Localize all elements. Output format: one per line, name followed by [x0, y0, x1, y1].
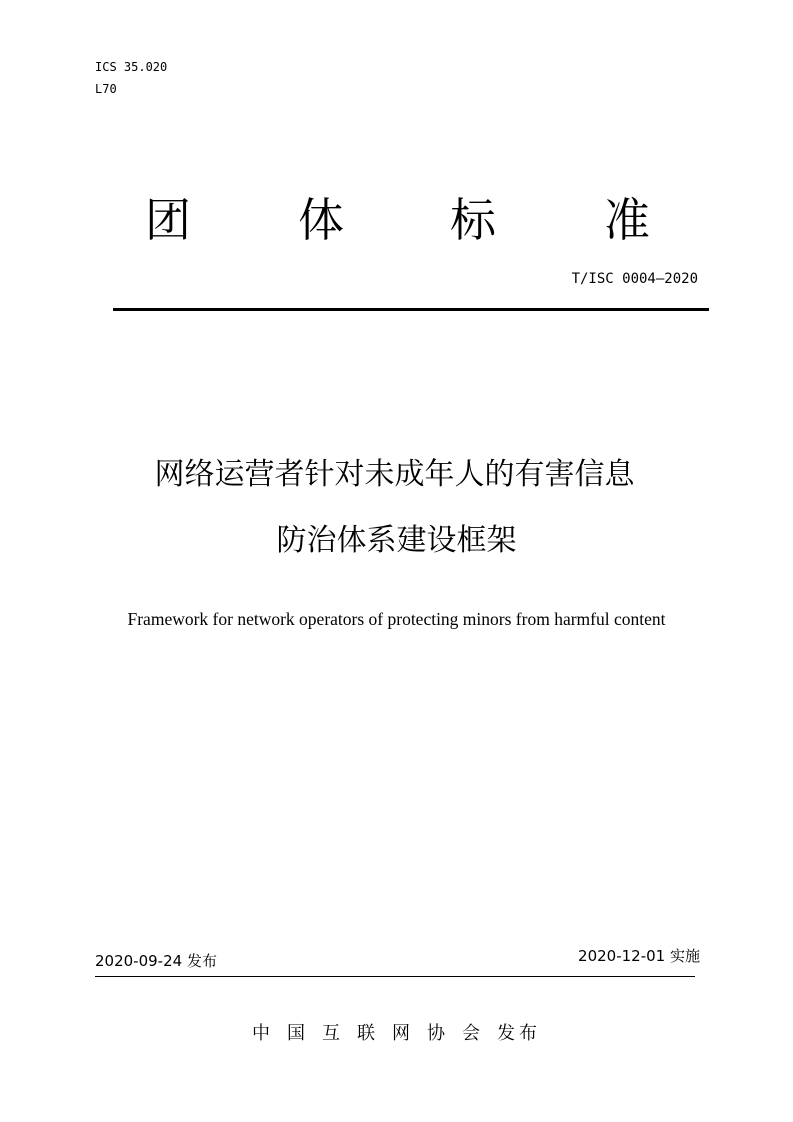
title-english: Framework for network operators of protecting minors from harmful content: [127, 609, 666, 629]
title-chinese-line-2: 防治体系建设框架: [276, 523, 517, 558]
title-chinese-line-1: [0, 453, 793, 497]
title-chinese-line-1-text: 网络运营者针对未成年人的有害信息: [154, 457, 635, 492]
standard-type-heading: [0, 190, 793, 250]
bottom-divider: [95, 976, 695, 977]
publisher-suffix: 发布: [497, 1023, 541, 1044]
classification-code: L70: [95, 82, 117, 96]
standard-type-char: 准: [604, 193, 650, 247]
ics-code: ICS 35.020: [95, 60, 168, 74]
top-divider: [113, 308, 709, 311]
standard-type-char: 团: [145, 193, 191, 247]
publish-date: 2020-09-24 发布: [95, 952, 217, 970]
standard-number: T/ISC 0004—2020: [571, 271, 698, 287]
publisher-name: 中国互联网协会: [252, 1023, 497, 1044]
standard-type-char: 标: [450, 193, 496, 247]
implementation-date: 2020-12-01 实施: [578, 947, 700, 965]
standard-type-char: 体: [298, 193, 344, 247]
publisher-line: [0, 1022, 793, 1046]
